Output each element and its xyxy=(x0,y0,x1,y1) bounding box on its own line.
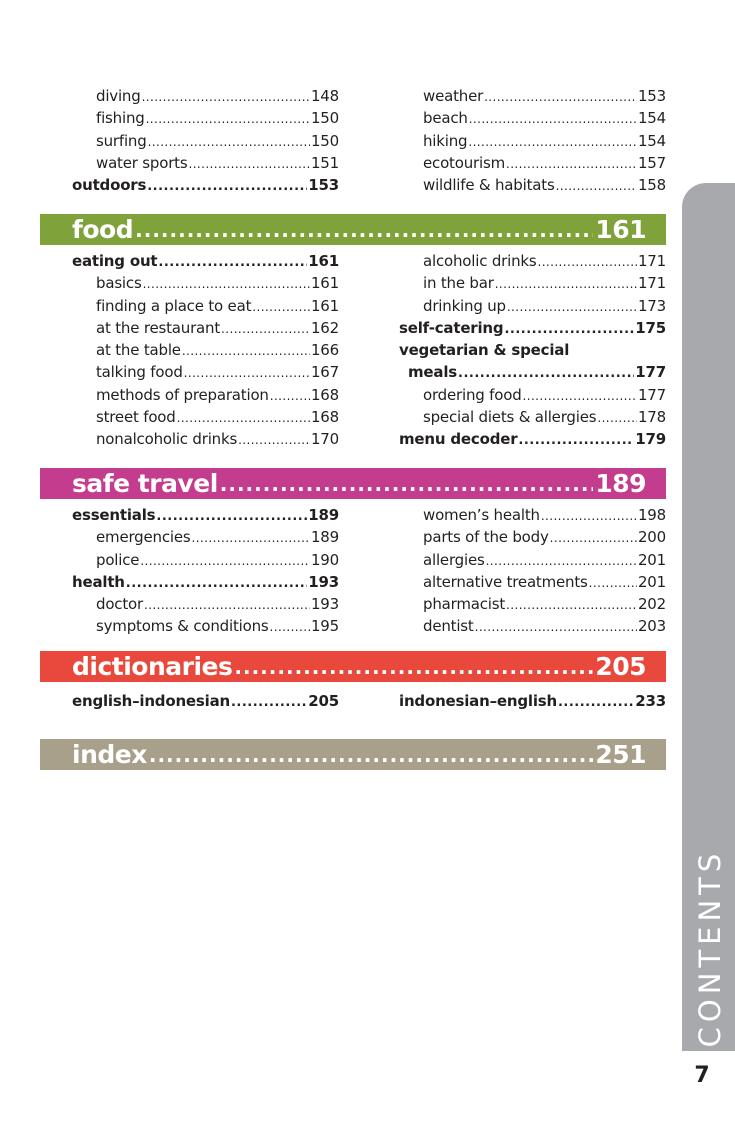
toc-entry-label: emergencies xyxy=(96,528,191,547)
toc-entry[interactable] xyxy=(72,317,339,339)
toc-entry-label: in the bar xyxy=(423,274,494,293)
toc-entry[interactable] xyxy=(399,317,666,339)
toc-entry-label: parts of the body xyxy=(423,528,549,547)
toc-column-left xyxy=(72,85,339,196)
dot-leader xyxy=(177,407,310,429)
toc-entry[interactable] xyxy=(399,690,666,712)
toc-entry-page: 151 xyxy=(310,153,339,172)
section-bar-food[interactable] xyxy=(40,214,666,245)
toc-entry-page: 202 xyxy=(637,595,666,614)
dot-leader xyxy=(252,296,310,318)
toc-entry-label: finding a place to eat xyxy=(96,296,252,315)
dot-leader xyxy=(148,131,310,153)
toc-entry-page: 200 xyxy=(637,528,666,547)
toc-entry-page: 153 xyxy=(637,87,666,105)
toc-entry[interactable] xyxy=(399,549,666,571)
toc-entry-label: allergies xyxy=(423,550,485,569)
toc-entry-label: english–indonesian xyxy=(72,692,230,710)
dot-leader xyxy=(188,153,309,175)
toc-entry-label: ordering food xyxy=(423,385,522,404)
toc-entry[interactable] xyxy=(72,85,339,107)
toc-entry[interactable] xyxy=(399,571,666,593)
dot-leader xyxy=(537,251,636,273)
section-title: food xyxy=(72,215,134,244)
toc-section-food xyxy=(72,250,666,451)
dot-leader xyxy=(506,153,637,175)
toc-entry-label: weather xyxy=(423,87,484,105)
dot-leader xyxy=(221,318,310,340)
toc-entry-page: 148 xyxy=(310,87,339,105)
toc-entry-page: 193 xyxy=(308,572,339,591)
dot-leader xyxy=(126,573,308,595)
toc-entry-label: dentist xyxy=(423,617,474,636)
toc-entry-page: 161 xyxy=(308,252,339,270)
toc-entry-label: health xyxy=(72,572,125,591)
toc-entry[interactable] xyxy=(399,295,666,317)
dot-leader xyxy=(541,505,637,527)
toc-entry-page: 175 xyxy=(635,318,666,337)
toc-column-right xyxy=(399,250,666,451)
toc-entry[interactable] xyxy=(72,130,339,152)
dot-leader xyxy=(143,273,310,295)
toc-entry[interactable] xyxy=(72,615,339,637)
toc-entry-page: 170 xyxy=(310,430,339,449)
toc-entry-label: surfing xyxy=(96,131,147,150)
toc-entry-label: outdoors xyxy=(72,176,147,195)
toc-entry-label: meals xyxy=(408,363,457,382)
toc-entry[interactable] xyxy=(399,384,666,406)
toc-entry-page: 171 xyxy=(637,252,666,270)
toc-entry-page: 150 xyxy=(310,131,339,150)
toc-section-top xyxy=(72,85,666,196)
section-title: index xyxy=(72,740,147,769)
section-page: 205 xyxy=(595,652,646,681)
dot-leader xyxy=(597,407,637,429)
dot-leader xyxy=(484,86,637,108)
toc-entry-page: 154 xyxy=(637,131,666,150)
dot-leader xyxy=(270,385,310,407)
toc-section-dictionaries xyxy=(72,690,666,712)
section-bar-safe-travel[interactable] xyxy=(40,468,666,499)
toc-entry-page: 189 xyxy=(310,528,339,547)
toc-entry-page: 178 xyxy=(637,408,666,427)
toc-entry[interactable] xyxy=(72,152,339,174)
dot-leader xyxy=(475,616,637,638)
dot-leader xyxy=(469,108,637,130)
toc-entry[interactable] xyxy=(399,107,666,129)
toc-entry-page: 193 xyxy=(310,595,339,614)
toc-column-right xyxy=(399,504,666,638)
toc-entry-page: 198 xyxy=(637,506,666,524)
toc-entry-page: 154 xyxy=(637,109,666,128)
toc-entry[interactable] xyxy=(399,250,666,272)
toc-entry[interactable] xyxy=(72,428,339,450)
toc-column-left xyxy=(72,250,339,451)
dot-leader xyxy=(550,527,637,549)
toc-entry-label: doctor xyxy=(96,595,143,614)
toc-column-right xyxy=(399,690,666,712)
toc-entry[interactable] xyxy=(72,107,339,129)
dot-leader xyxy=(558,692,634,714)
toc-entry[interactable] xyxy=(399,615,666,637)
dot-leader xyxy=(184,362,310,384)
toc-column-right xyxy=(399,85,666,196)
toc-entry-label: hiking xyxy=(423,131,468,150)
toc-entry-page: 162 xyxy=(310,318,339,337)
toc-entry-label: beach xyxy=(423,109,468,128)
dot-leader xyxy=(142,86,310,108)
contents-tab-label: CONTENTS xyxy=(693,848,727,1048)
toc-entry-label: menu decoder xyxy=(399,430,518,449)
toc-entry[interactable] xyxy=(72,384,339,406)
toc-entry[interactable] xyxy=(399,85,666,107)
toc-entry[interactable] xyxy=(72,406,339,428)
toc-entry[interactable] xyxy=(72,174,339,196)
toc-entry[interactable] xyxy=(72,361,339,383)
toc-entry[interactable] xyxy=(399,526,666,548)
toc-entry-page: 173 xyxy=(637,296,666,315)
toc-entry-label: street food xyxy=(96,408,176,427)
toc-entry-label: wildlife & habitats xyxy=(423,176,555,195)
toc-entry-page: 161 xyxy=(310,274,339,293)
toc-entry[interactable] xyxy=(72,295,339,317)
toc-entry-page: 177 xyxy=(635,363,666,382)
dot-leader xyxy=(556,175,637,197)
dot-leader xyxy=(147,176,307,198)
toc-entry-label: women’s health xyxy=(423,506,540,524)
toc-entry[interactable] xyxy=(399,174,666,196)
dot-leader xyxy=(144,594,310,616)
toc-section-safe-travel xyxy=(72,504,666,638)
toc-entry-label: pharmacist xyxy=(423,595,506,614)
dot-leader xyxy=(486,550,637,572)
toc-entry-page: 195 xyxy=(310,617,339,636)
toc-entry-label: at the restaurant xyxy=(96,318,221,337)
toc-entry-label: nonalcoholic drinks xyxy=(96,430,238,449)
toc-entry-page: 177 xyxy=(637,385,666,404)
toc-entry[interactable] xyxy=(399,406,666,428)
section-title: dictionaries xyxy=(72,652,233,681)
toc-entry-page: 233 xyxy=(635,692,666,710)
toc-entry-page: 161 xyxy=(310,296,339,315)
toc-entry-page: 189 xyxy=(308,506,339,524)
toc-entry-page: 153 xyxy=(308,176,339,195)
toc-entry-label: basics xyxy=(96,274,142,293)
toc-entry-label: drinking up xyxy=(423,296,506,315)
dot-leader xyxy=(518,430,634,452)
toc-entry-page: 179 xyxy=(635,430,666,449)
section-page: 189 xyxy=(595,469,646,498)
toc-entry-label: self-catering xyxy=(399,318,504,337)
toc-entry-label: alcoholic drinks xyxy=(423,252,537,270)
toc-entry-page: 201 xyxy=(637,572,666,591)
toc-entry-page: 158 xyxy=(637,176,666,195)
toc-entry[interactable] xyxy=(72,250,339,272)
toc-entry[interactable] xyxy=(399,130,666,152)
dot-leader xyxy=(504,319,634,341)
toc-entry[interactable] xyxy=(72,339,339,361)
toc-entry-label: police xyxy=(96,550,140,569)
toc-entry-label: methods of preparation xyxy=(96,385,269,404)
toc-entry[interactable] xyxy=(399,593,666,615)
toc-entry-label: special diets & allergies xyxy=(423,408,597,427)
toc-entry-label: vegetarian & special xyxy=(399,341,570,360)
dot-leader xyxy=(495,273,637,295)
toc-entry[interactable] xyxy=(72,272,339,294)
toc-entry-page: 201 xyxy=(637,550,666,569)
section-page: 251 xyxy=(595,740,646,769)
toc-entry-label: talking food xyxy=(96,363,183,382)
section-page: 161 xyxy=(595,215,646,244)
toc-entry-label: alternative treatments xyxy=(423,572,588,591)
dot-leader xyxy=(589,572,637,594)
toc-entry-label: indonesian–english xyxy=(399,692,557,710)
toc-entry-page: 167 xyxy=(310,363,339,382)
toc-entry[interactable] xyxy=(72,504,339,526)
toc-entry[interactable] xyxy=(399,272,666,294)
toc-entry[interactable] xyxy=(72,526,339,548)
section-title: safe travel xyxy=(72,469,218,498)
toc-entry[interactable] xyxy=(399,339,666,361)
dot-leader xyxy=(140,550,310,572)
dot-leader xyxy=(156,506,307,528)
toc-entry-page: 203 xyxy=(637,617,666,636)
dot-leader xyxy=(468,131,637,153)
dot-leader xyxy=(158,252,307,274)
toc-column-left xyxy=(72,504,339,638)
section-bar-dictionaries[interactable] xyxy=(40,651,666,682)
dot-leader xyxy=(506,594,637,616)
toc-entry-page: 168 xyxy=(310,408,339,427)
toc-entry[interactable] xyxy=(399,504,666,526)
toc-entry-label: ecotourism xyxy=(423,153,505,172)
toc-entry-label: water sports xyxy=(96,153,188,172)
toc-entry-page: 171 xyxy=(637,274,666,293)
toc-entry[interactable] xyxy=(399,152,666,174)
toc-entry-page: 190 xyxy=(310,550,339,569)
dot-leader xyxy=(238,429,310,451)
dot-leader xyxy=(192,527,310,549)
toc-entry[interactable] xyxy=(399,428,666,450)
toc-entry[interactable] xyxy=(72,571,339,593)
dot-leader xyxy=(270,616,310,638)
dot-leader xyxy=(458,363,634,385)
toc-entry[interactable] xyxy=(72,690,339,712)
toc-entry[interactable] xyxy=(399,361,666,383)
toc-entry-label: diving xyxy=(96,87,141,105)
dot-leader xyxy=(182,340,310,362)
toc-entry-page: 157 xyxy=(637,153,666,172)
dot-leader xyxy=(523,385,637,407)
toc-entry-label: essentials xyxy=(72,506,156,524)
toc-entry-label: symptoms & conditions xyxy=(96,617,269,636)
toc-entry[interactable] xyxy=(72,549,339,571)
dot-leader xyxy=(146,108,310,130)
toc-entry-label: at the table xyxy=(96,341,181,360)
dot-leader xyxy=(231,692,307,714)
toc-column-left xyxy=(72,690,339,712)
page-number: 7 xyxy=(694,1063,710,1088)
section-bar-index[interactable] xyxy=(40,739,666,770)
toc-entry-page: 150 xyxy=(310,109,339,128)
toc-entry-label: fishing xyxy=(96,109,145,128)
toc-entry-page: 205 xyxy=(308,692,339,710)
toc-entry-page: 166 xyxy=(310,341,339,360)
toc-entry-page: 168 xyxy=(310,385,339,404)
toc-entry-label: eating out xyxy=(72,252,158,270)
dot-leader xyxy=(507,296,637,318)
toc-entry[interactable] xyxy=(72,593,339,615)
